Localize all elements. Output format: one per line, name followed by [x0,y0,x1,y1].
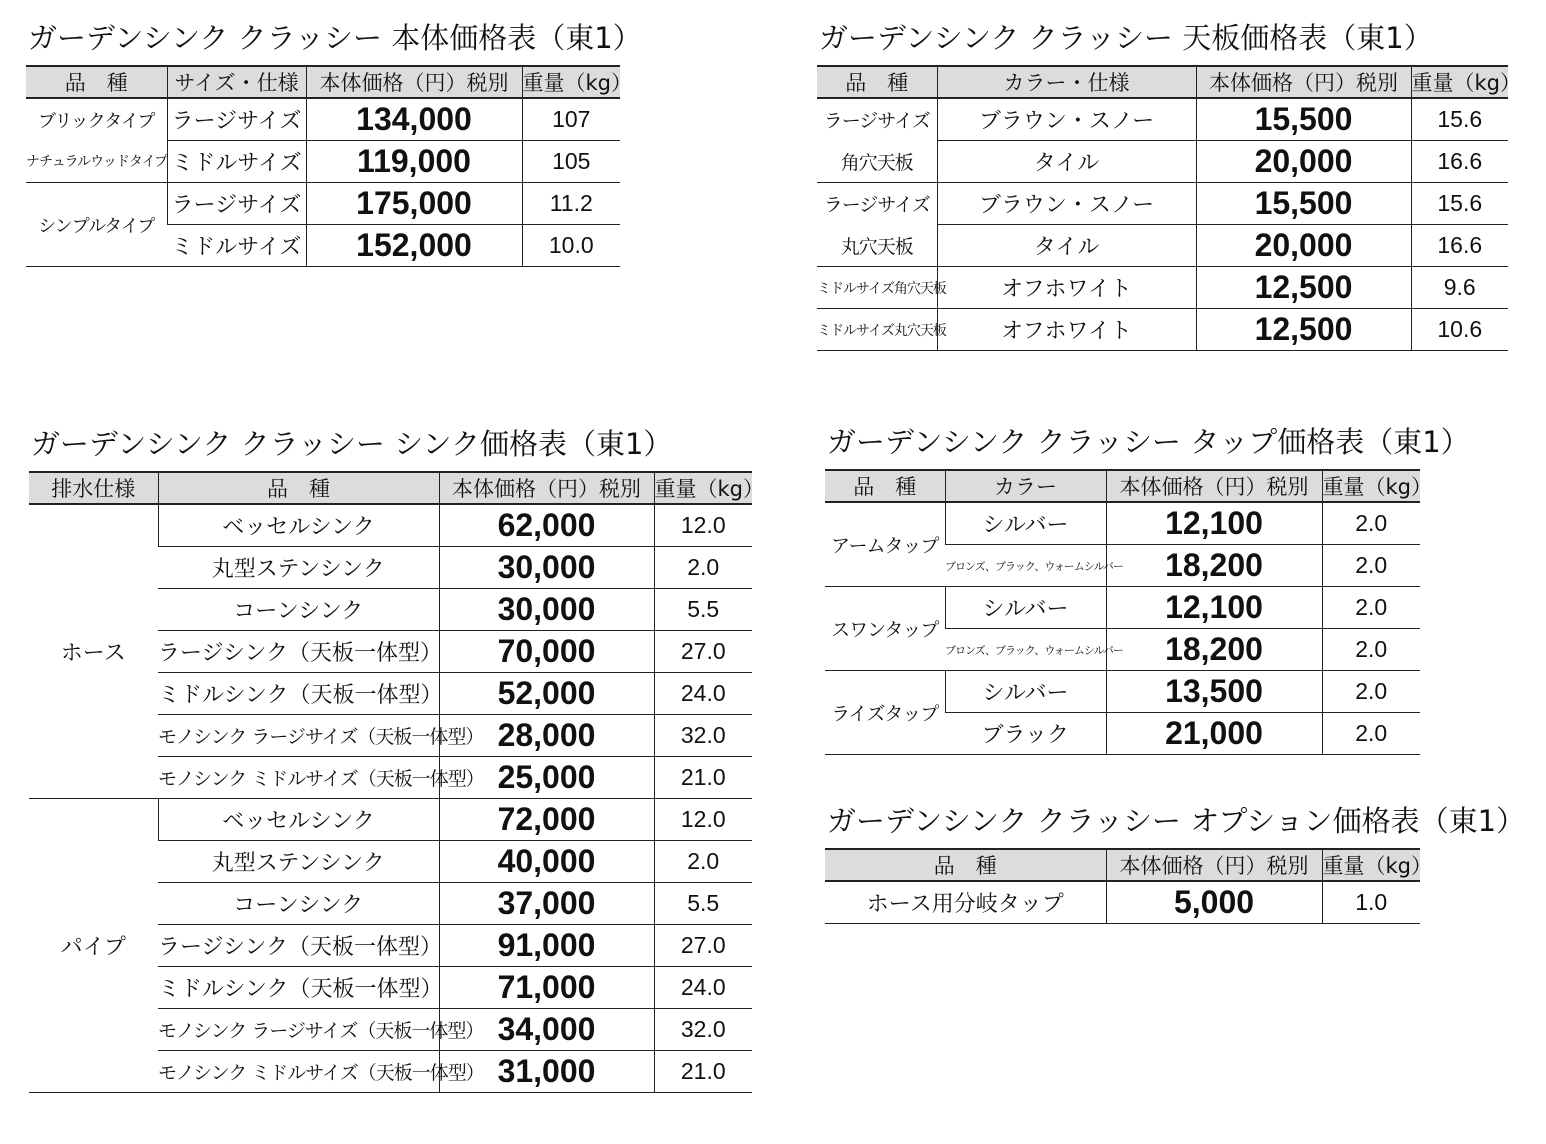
header-price: 本体価格（円）税別 [439,472,654,504]
tap-name-arm: アームタップ [825,502,945,587]
weight-cell: 32.0 [654,715,752,757]
header-price: 本体価格（円）税別 [1106,470,1322,502]
weight-cell: 9.6 [1411,267,1508,309]
price-cell: 25,000 [439,757,654,799]
table-row [26,183,620,225]
type-label-simple: シンプルタイプ [26,183,167,267]
price-cell: 175,000 [306,183,522,225]
color-cell: ブラック [945,713,1106,755]
price-cell: 5,000 [1106,881,1322,924]
item-cell: モノシンク ミドルサイズ（天板一体型） [158,757,439,799]
weight-cell: 11.2 [522,183,620,225]
header-drain-spec: 排水仕様 [29,472,158,504]
tap-price-table [825,469,1432,755]
weight-cell: 5.5 [654,589,752,631]
item-cell: ラージシンク（天板一体型） [158,631,439,673]
weight-cell: 2.0 [1322,587,1420,629]
table-header-row [26,66,620,98]
price-cell: 18,200 [1106,545,1322,587]
table-row [825,587,1420,629]
price-cell: 13,500 [1106,671,1322,713]
table-row [817,267,1508,309]
type-label: 丸穴天板 [817,225,937,267]
price-cell: 12,100 [1106,502,1322,545]
body-price-table [26,65,632,267]
table-row [26,141,620,183]
color-cell: シルバー [945,587,1106,629]
type-label: ラージサイズ [823,194,930,217]
size-cell: ミドルサイズ [167,141,306,183]
color-cell: タイル [937,225,1196,267]
weight-cell: 10.0 [522,225,620,267]
header-weight: 重量（kg） [1322,470,1420,502]
price-cell: 20,000 [1196,225,1411,267]
table-row [29,799,752,841]
weight-cell: 2.0 [1322,545,1420,587]
weight-cell: 21.0 [654,757,752,799]
table-row [29,504,752,547]
type-label: ミドルサイズ角穴天板 [817,267,937,309]
tap-price-title: ガーデンシンク クラッシー タップ価格表（東1） [827,425,1470,459]
item-cell: モノシンク ラージサイズ（天板一体型） [158,1009,439,1051]
weight-cell: 12.0 [654,799,752,841]
item-cell: モノシンク ミドルサイズ（天板一体型） [158,1051,439,1093]
header-size-spec: サイズ・仕様 [167,66,306,98]
top-plate-title: ガーデンシンク クラッシー 天板価格表（東1） [819,21,1433,55]
price-cell: 91,000 [439,925,654,967]
weight-cell: 2.0 [1322,502,1420,545]
price-cell: 12,100 [1106,587,1322,629]
item-cell: 丸型ステンシンク [158,547,439,589]
price-cell: 20,000 [1196,141,1411,183]
weight-cell: 15.6 [1411,98,1508,141]
weight-cell: 24.0 [654,673,752,715]
price-cell: 12,500 [1196,267,1411,309]
color-cell: ブラウン・スノー [937,98,1196,141]
table-header-row [825,470,1420,502]
table-row [825,671,1420,713]
weight-cell: 2.0 [1322,629,1420,671]
header-weight: 重量（kg） [522,66,620,98]
type-label: 角穴天板 [817,141,937,183]
item-cell: ベッセルシンク [158,799,439,841]
header-weight: 重量（kg） [1411,66,1508,98]
color-cell: ブロンズ、ブラック、ウォームシルバー [945,629,1106,671]
sink-pipe-group [29,799,752,1093]
table-header-row [29,472,752,504]
price-cell: 31,000 [439,1051,654,1093]
color-cell: シルバー [945,502,1106,545]
size-cell: ラージサイズ [167,183,306,225]
top-plate-section [817,16,1521,351]
header-price: 本体価格（円）税別 [1196,66,1411,98]
weight-cell: 12.0 [654,504,752,547]
price-cell: 18,200 [1106,629,1322,671]
table-row [817,183,1508,225]
price-cell: 152,000 [306,225,522,267]
weight-cell: 2.0 [654,547,752,589]
table-header-row [825,849,1420,881]
weight-cell: 24.0 [654,967,752,1009]
price-cell: 40,000 [439,841,654,883]
weight-cell: 32.0 [654,1009,752,1051]
header-color-spec: カラー・仕様 [937,66,1196,98]
header-hinshu: 品 種 [825,849,1106,881]
price-cell: 15,500 [1196,98,1411,141]
weight-cell: 2.0 [654,841,752,883]
item-cell: ラージシンク（天板一体型） [158,925,439,967]
weight-cell: 16.6 [1411,225,1508,267]
header-hinshu: 品 種 [825,470,945,502]
item-cell: コーンシンク [158,589,439,631]
color-cell: オフホワイト [937,309,1196,351]
weight-cell: 15.6 [1411,183,1508,225]
item-cell: ホース用分岐タップ [825,881,1106,924]
header-price: 本体価格（円）税別 [1106,849,1322,881]
table-row [26,98,620,141]
weight-cell: 5.5 [654,883,752,925]
price-cell: 119,000 [306,141,522,183]
price-cell: 15,500 [1196,183,1411,225]
option-price-table [825,848,1432,924]
item-cell: モノシンク ラージサイズ（天板一体型） [158,715,439,757]
color-cell: タイル [937,141,1196,183]
price-cell: 21,000 [1106,713,1322,755]
header-hinshu: 品 種 [26,66,167,98]
header-hinshu: 品 種 [817,66,937,98]
tap-name-swan: スワンタップ [825,587,945,671]
sink-price-table [29,471,764,1093]
price-cell: 72,000 [439,799,654,841]
price-cell: 134,000 [306,98,522,141]
item-cell: ベッセルシンク [158,504,439,547]
price-cell: 62,000 [439,504,654,547]
color-cell: オフホワイト [937,267,1196,309]
type-label-brick: ブリックタイプ [38,110,155,132]
type-label: ラージサイズ [823,110,930,133]
weight-cell: 27.0 [654,631,752,673]
weight-cell: 105 [522,141,620,183]
table-row [817,141,1508,183]
price-cell: 34,000 [439,1009,654,1051]
price-cell: 70,000 [439,631,654,673]
weight-cell: 27.0 [654,925,752,967]
header-color: カラー [945,470,1106,502]
option-price-title: ガーデンシンク クラッシー オプション価格表（東1） [827,804,1526,838]
table-row [817,309,1508,351]
color-cell: シルバー [945,671,1106,713]
drain-label-hose: ホース [29,504,158,799]
weight-cell: 107 [522,98,620,141]
weight-cell: 1.0 [1322,881,1420,924]
body-price-title: ガーデンシンク クラッシー 本体価格表（東1） [28,21,642,55]
option-price-section [825,799,1525,924]
table-row [825,881,1420,924]
price-cell: 37,000 [439,883,654,925]
header-price: 本体価格（円）税別 [306,66,522,98]
item-cell: ミドルシンク（天板一体型） [158,673,439,715]
weight-cell: 21.0 [654,1051,752,1093]
sink-price-title: ガーデンシンク クラッシー シンク価格表（東1） [31,427,673,461]
body-price-section [26,16,642,267]
size-cell: ミドルサイズ [167,225,306,267]
sink-hose-group [29,504,752,799]
item-cell: 丸型ステンシンク [158,841,439,883]
color-cell: ブロンズ、ブラック、ウォームシルバー [945,545,1106,587]
price-cell: 71,000 [439,967,654,1009]
table-row [817,225,1508,267]
price-cell: 28,000 [439,715,654,757]
header-hinshu: 品 種 [158,472,439,504]
tap-price-section [825,420,1470,755]
sink-price-section [29,422,764,1093]
weight-cell: 2.0 [1322,713,1420,755]
top-plate-table [817,65,1521,351]
price-cell: 30,000 [439,547,654,589]
table-row [825,502,1420,545]
header-weight: 重量（kg） [1322,849,1420,881]
price-cell: 52,000 [439,673,654,715]
type-label: ミドルサイズ丸穴天板 [817,309,937,351]
weight-cell: 10.6 [1411,309,1508,351]
size-cell: ラージサイズ [167,98,306,141]
table-header-row [817,66,1508,98]
item-cell: コーンシンク [158,883,439,925]
weight-cell: 2.0 [1322,671,1420,713]
price-cell: 30,000 [439,589,654,631]
type-label-natural-wood: ナチュラルウッドタイプ [26,141,167,183]
price-cell: 12,500 [1196,309,1411,351]
item-cell: ミドルシンク（天板一体型） [158,967,439,1009]
table-row [817,98,1508,141]
drain-label-pipe: パイプ [29,799,158,1093]
weight-cell: 16.6 [1411,141,1508,183]
color-cell: ブラウン・スノー [937,183,1196,225]
tap-name-rise: ライズタップ [825,671,945,755]
header-weight: 重量（kg） [654,472,752,504]
